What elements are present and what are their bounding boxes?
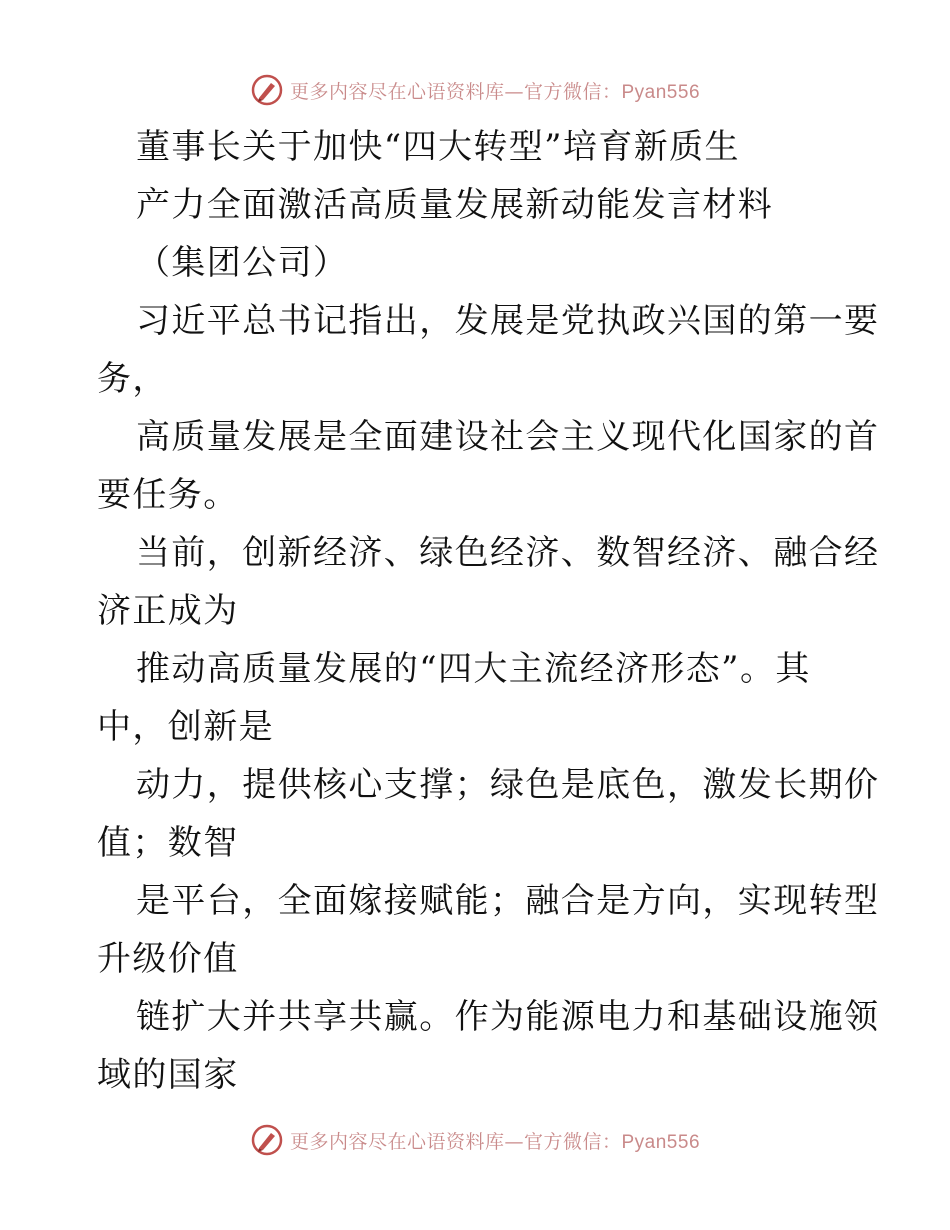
- text-line: 推动高质量发展的“四大主流经济形态”。其: [136, 649, 811, 689]
- text-line: 董事长关于加快“四大转型”培育新质生: [136, 127, 740, 167]
- text-line: 是平台，全面嫁接赋能；融合是方向，实现转型: [136, 881, 880, 921]
- text-line: 务，: [97, 359, 168, 399]
- text-line: 习近平总书记指出，发展是党执政兴国的第一要: [136, 301, 880, 341]
- text-line: 值；数智: [97, 823, 239, 863]
- text-line: 要任务。: [97, 475, 239, 515]
- text-line: 链扩大并共享共赢。作为能源电力和基础设施领: [136, 997, 880, 1037]
- text-line: 域的国家: [97, 1055, 239, 1095]
- watermark-text: 更多内容尽在心语资料库—官方微信：Pyan556: [289, 80, 701, 103]
- text-line: 中，创新是: [97, 707, 274, 747]
- header-watermark: [0, 70, 950, 110]
- text-line: 济正成为: [97, 591, 239, 631]
- watermark-text: 更多内容尽在心语资料库—官方微信：Pyan556: [289, 1130, 701, 1153]
- footer-watermark: [0, 1120, 950, 1160]
- pen-logo-icon: [250, 1123, 284, 1157]
- pen-logo-icon: [250, 73, 284, 107]
- document-body: [97, 118, 880, 1104]
- text-line: 当前，创新经济、绿色经济、数智经济、融合经: [136, 533, 880, 573]
- text-line: 升级价值: [97, 939, 239, 979]
- text-line: 高质量发展是全面建设社会主义现代化国家的首: [136, 417, 880, 457]
- text-line: 动力，提供核心支撑；绿色是底色，激发长期价: [136, 765, 880, 805]
- text-line: （集团公司）: [136, 243, 349, 283]
- text-line: 产力全面激活高质量发展新动能发言材料: [136, 185, 774, 225]
